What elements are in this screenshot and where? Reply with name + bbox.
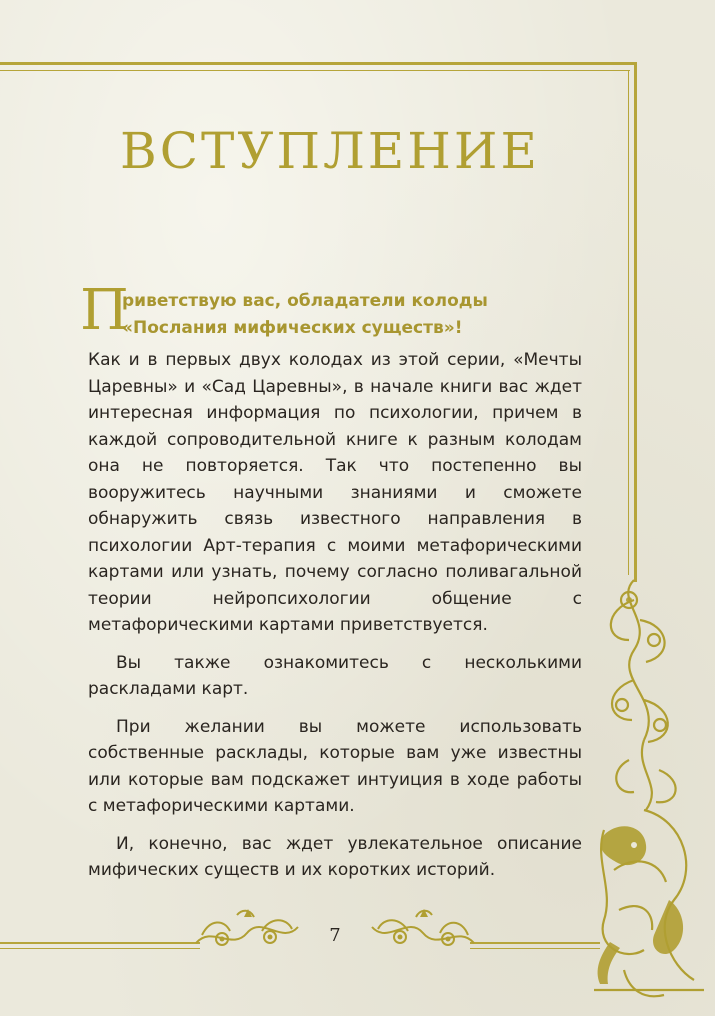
paragraph-creatures: И, конечно, вас ждет увлекательное описание мифических существ и их коротких историй. — [88, 833, 582, 880]
drop-cap: П — [80, 278, 129, 343]
paragraph-own-spreads: При желании вы можете использовать собственные расклады, которые вам уже известны или которые вам подскажет интуиция в ходе работы с метафорическими картами. — [88, 716, 582, 816]
bottom-left-ornament-icon — [192, 905, 302, 955]
frame-bottom-left-line — [0, 942, 200, 944]
chapter-title: ВСТУПЛЕНИЕ — [119, 122, 540, 180]
frame-top-line — [0, 62, 637, 65]
frame-bottom-left-inner-line — [0, 948, 200, 949]
mythical-creature-ornament-icon — [574, 570, 715, 1016]
paragraph-intro: Как и в первых двух колодах из этой серии, «Мечты Царевны» и «Сад Царевны», в начале книги вас ждет интересная информация по психологии, причем в каждой сопроводительной книге к разным колодам она не повторяется. Так что постепенно вы вооружитесь научными знаниями и сможете обнаружить связь известного направления в психологии Арт-терапия с моими метафорическими картами или узнать, почему согласно поливагальной теории нейропсихологии общение с метафорическими картами приветствуется. — [88, 350, 582, 635]
body-text — [88, 347, 582, 895]
lead-greeting: риветствую вас, обладатели колоды «Послания мифических существ»! — [122, 291, 488, 338]
paragraph-spreads: Вы также ознакомитесь с несколькими раскладами карт. — [88, 652, 582, 699]
page-number: 7 — [329, 925, 341, 946]
frame-top-inner-line — [0, 70, 630, 71]
bottom-right-ornament-icon — [368, 905, 478, 955]
